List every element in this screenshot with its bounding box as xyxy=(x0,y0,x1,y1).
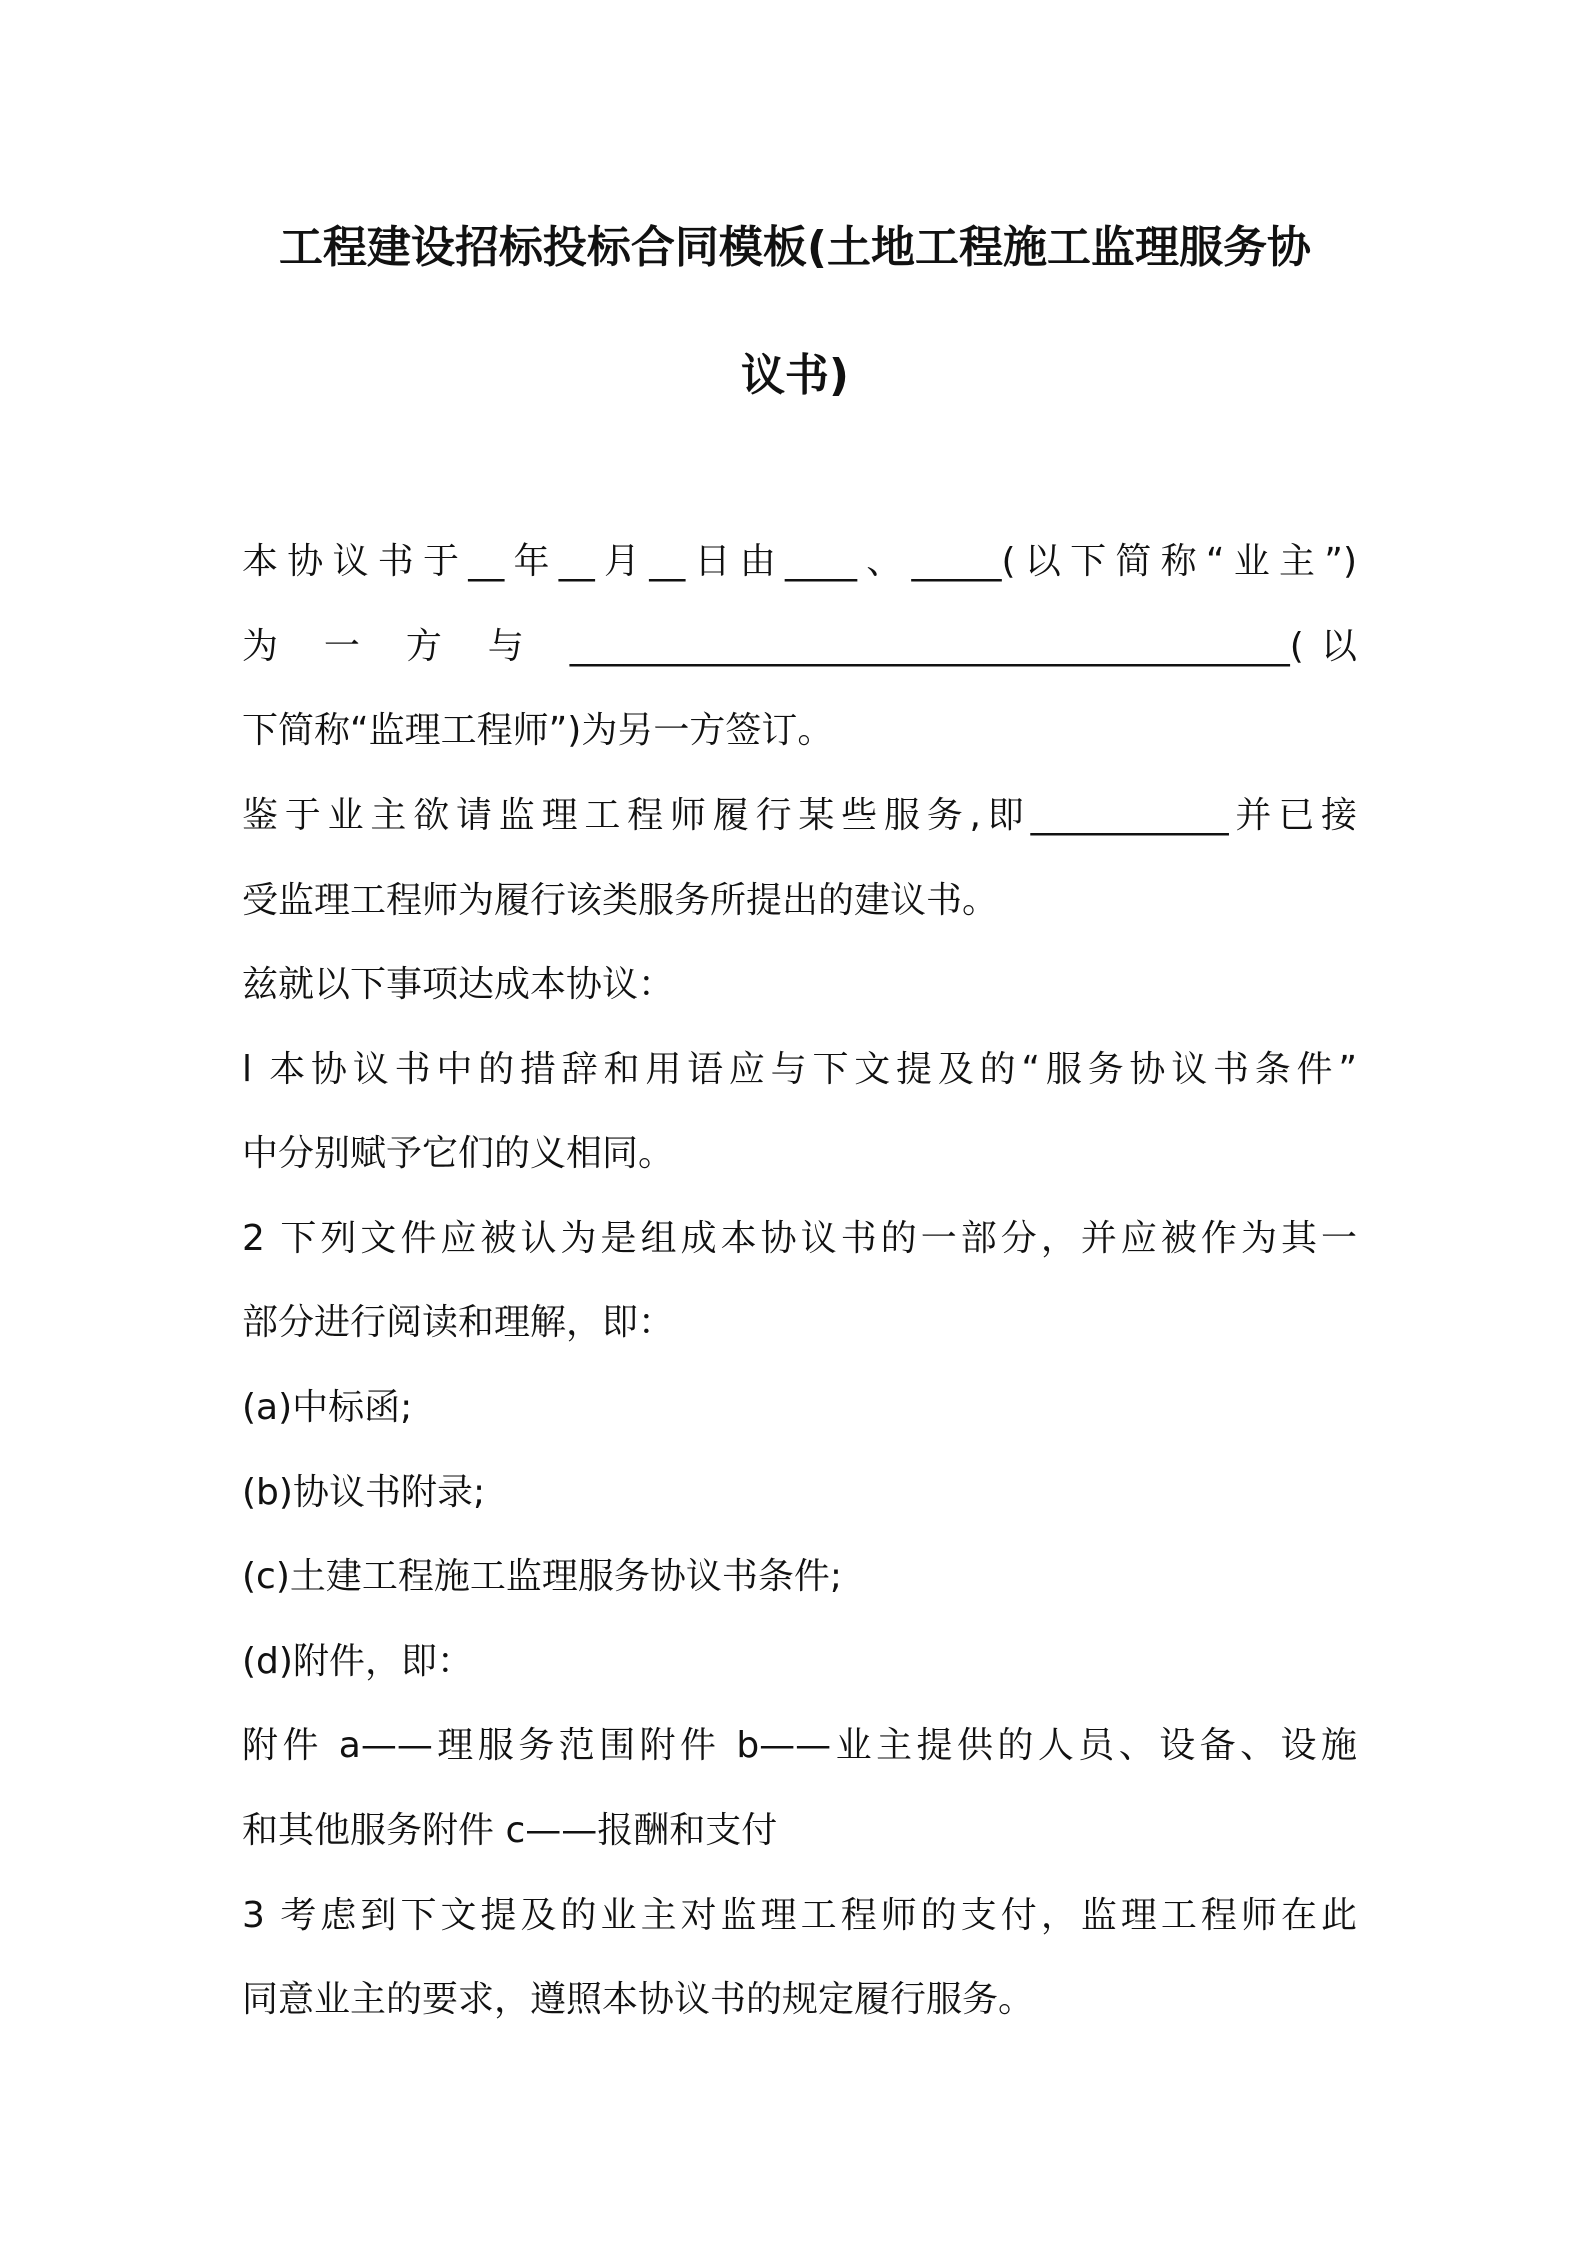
document-title-line-1: 工程建设招标投标合同模板(土地工程施工监理服务协 xyxy=(278,222,1312,273)
list-item: (d)附件，即： xyxy=(242,1641,473,1682)
paragraph-line: l 本协议书中的措辞和用语应与下文提及的“服务协议书条件” xyxy=(242,1049,1357,1090)
paragraph-line: 兹就以下事项达成本协议： xyxy=(242,964,675,1005)
paragraph-line: 受监理工程师为履行该类服务所提出的建议书。 xyxy=(242,880,999,921)
paragraph-line: 中分别赋予它们的义相同。 xyxy=(242,1133,675,1174)
paragraph-line: 和其他服务附件 c——报酬和支付 xyxy=(242,1810,778,1851)
paragraph-line: 下简称“监理工程师”)为另一方签订。 xyxy=(242,710,834,751)
paragraph-line: 为 一 方 与 ________________________________________(以 xyxy=(242,626,1357,667)
list-item: (c)土建工程施工监理服务协议书条件; xyxy=(242,1556,843,1597)
list-item: (a)中标函; xyxy=(242,1387,413,1428)
document-title-line-2: 议书) xyxy=(740,350,850,401)
paragraph-line: 部分进行阅读和理解，即： xyxy=(242,1302,675,1343)
paragraph-line: 鉴于业主欲请监理工程师履行某些服务,即___________并已接 xyxy=(242,795,1357,836)
paragraph-line: 本协议书于__年__月__日由____、_____(以下简称“业主”) xyxy=(242,541,1357,582)
paragraph-line: 同意业主的要求，遵照本协议书的规定履行服务。 xyxy=(242,1979,1035,2020)
paragraph-line: 附件 a——理服务范围附件 b——业主提供的人员、设备、设施 xyxy=(242,1725,1357,1766)
list-item: (b)协议书附录; xyxy=(242,1472,486,1513)
paragraph-line: 3 考虑到下文提及的业主对监理工程师的支付，监理工程师在此 xyxy=(242,1895,1357,1936)
paragraph-line: 2 下列文件应被认为是组成本协议书的一部分，并应被作为其一 xyxy=(242,1218,1357,1259)
